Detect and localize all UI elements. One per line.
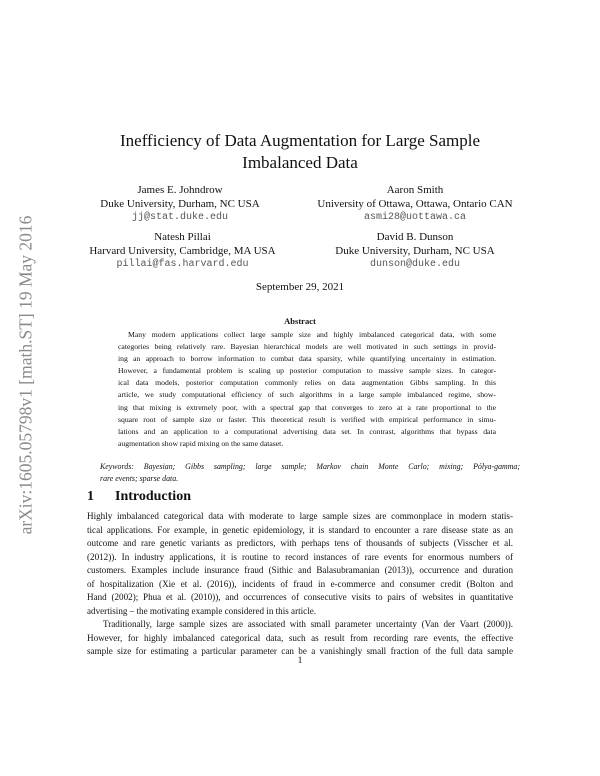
author-block <box>295 183 535 225</box>
author-name: James E. Johndrow <box>137 184 223 196</box>
abstract-line: categories being relatively rare. Bayesian hierarchical models are well motivated in such settings in provid- <box>118 342 496 352</box>
author-email[interactable]: dunson@duke.edu <box>369 259 460 270</box>
author-affiliation: Duke University, Durham, NC USA <box>335 245 495 257</box>
abstract-line: square root of sample size or faster. This theoretical result is verified with empirical performance in simu- <box>118 414 496 424</box>
abstract-line: However, a fundamental problem is scaling up posterior computation to massive sample sizes. In categor- <box>118 366 496 376</box>
body-line: Highly imbalanced categorical data with moderate to large sample sizes are commonplace in modern statis- <box>87 511 513 521</box>
body-line: Traditionally, large sample sizes are associated with small parameter uncertainty (Van der Vaart (2000)). <box>103 619 513 629</box>
section-number: 1 <box>87 489 94 504</box>
body-line: customers. Examples include insurance fraud (Sithic and Balasubramanian (2013)), occurrence and duration <box>87 565 513 575</box>
author-block <box>70 183 290 225</box>
author-affiliation: University of Ottawa, Ottawa, Ontario CAN <box>317 198 513 210</box>
author-email[interactable]: jj@stat.duke.edu <box>131 212 228 223</box>
body-line: However, for highly imbalanced categorical data, such as result from recording rare events, the effective <box>87 632 513 643</box>
author-block <box>70 230 295 272</box>
title-line: Imbalanced Data <box>242 153 358 172</box>
title-line: Inefficiency of Data Augmentation for Large Sample <box>119 131 481 150</box>
author-name: Natesh Pillai <box>154 231 211 243</box>
author-name: Aaron Smith <box>386 184 444 196</box>
abstract-line: ing that mixing is extremely poor, with a spectral gap that converges to zero at a rate proportional to the <box>118 402 496 412</box>
abstract-line: Many modern applications collect large sample size and highly imbalanced categorical data, with some <box>128 330 496 339</box>
abstract-line: ical data models, posterior computation commonly relies on data augmentation Gibbs sampling. In this <box>118 378 496 388</box>
keywords <box>100 461 520 484</box>
body-line: sample size for estimating a particular parameter can be a vanishingly small fraction of the full data sample <box>87 646 513 656</box>
section-heading <box>87 488 191 505</box>
author-block <box>305 230 525 272</box>
keywords-line: rare events; sparse data. <box>100 473 179 483</box>
body-line: tical applications. For example, in genetic epidemiology, it is standard to encounter a rare disease state as an <box>87 524 513 535</box>
paper-date: September 29, 2021 <box>255 281 345 293</box>
body-line: Hand (2002); Phua et al. (2010)), and occurrences of consecutive visits to pairs of websites in quantitative <box>87 592 513 602</box>
abstract-line: augmentation show rapid mixing on the same dataset. <box>118 438 284 448</box>
body-line: outcome and rare genetic variants as predictors, with perhaps tens of thousands of subjects (Visscher et al. <box>87 538 513 548</box>
body-line: advertising – the motivating example considered in this article. <box>87 605 317 616</box>
keywords-line: Keywords: Bayesian; Gibbs sampling; large sample; Markov chain Monte Carlo; mixing; Pólya-gamma; <box>100 462 520 471</box>
author-email[interactable]: asmi28@uottawa.ca <box>363 212 467 223</box>
paper-title <box>0 130 600 174</box>
abstract-line: lations and an application to a computational advertising data set. In contrast, algorithms that bypass data <box>118 426 496 436</box>
author-email[interactable]: pillai@fas.harvard.edu <box>116 259 249 270</box>
abstract-heading: Abstract <box>284 316 316 326</box>
body-line: of hospitalization (Xie et al. (2016)), incidents of fraud in e-commerce and consumer credit (Bolton and <box>87 578 513 589</box>
abstract-line: ing an approach to borrow information to combat data sparsity, while quantifying uncertainty in estimation. <box>118 354 496 364</box>
page-number: 1 <box>297 656 303 666</box>
abstract-line: article, we study computational efficiency of such algorithms in a large sample imbalanced regime, show- <box>118 390 496 400</box>
section-title: Introduction <box>115 489 191 504</box>
author-name: David B. Dunson <box>376 231 454 243</box>
intro-text <box>87 510 513 659</box>
author-affiliation: Duke University, Durham, NC USA <box>100 198 260 210</box>
body-line: (2012)). In industry applications, it is routine to record instances of rare events for enormous numbers of <box>87 551 513 562</box>
arxiv-stamp: arXiv:1605.05798v1 [math.ST] 19 May 2016 <box>15 215 36 535</box>
author-affiliation: Harvard University, Cambridge, MA USA <box>89 245 276 257</box>
abstract <box>118 329 496 450</box>
